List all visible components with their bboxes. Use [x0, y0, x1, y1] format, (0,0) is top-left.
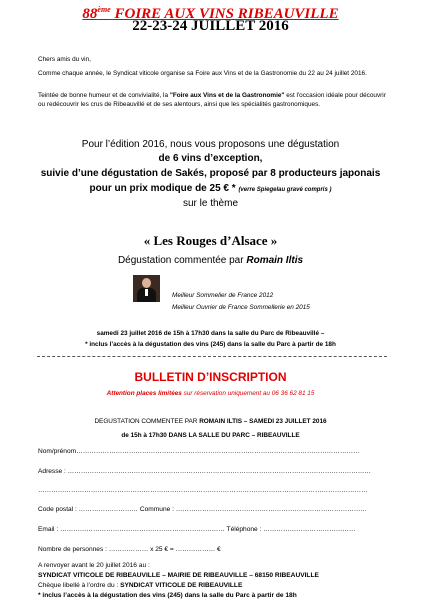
address-line-2-field[interactable]: …………………………………………………………………………………………………………………………………… [38, 487, 368, 494]
wine-access-note: * inclus l’accès à la dégustation des vins (245) dans la salle du Parc à partir de 18h [85, 341, 336, 348]
schedule: samedi 23 juillet 2016 de 15h à 17h30 dans la salle du Parc de Ribeauvillé – [96, 330, 325, 337]
offer-line-3: suivie d’une dégustation de Sakés, proposé par 8 producteurs japonais [40, 168, 381, 179]
commented-by: Dégustation commentée par Romain Iltis [117, 255, 304, 266]
salutation: Chers amis du vin, [38, 56, 91, 63]
reservation-info: Attention places limitées sur réservation uniquement au 06 36 62 81 15 [106, 390, 315, 397]
description-paragraph: Teintée de bonne humeur et de convivialité, la "Foire aux Vins et de la Gastronomie" est l'occasion idéale pour découvrir ou redécouvrir les crus de Ribeauvillé et de ses alentours, ainsi que les spécialités gastronomiques. [38, 92, 386, 108]
persons-field[interactable]: Nombre de personnes : ……………… x 25 € = ……………… € [38, 546, 221, 553]
return-by: A renvoyer avant le 20 juillet 2016 au : [38, 562, 150, 569]
offer-price: pour un prix modique de 25 € * (verre Spiegelau gravé compris ) [89, 183, 332, 194]
sommelier-portrait [133, 275, 160, 302]
divider [37, 356, 387, 357]
email-phone-field[interactable]: Email : ………………………………………………………………… Téléphone : …………………………………… [38, 526, 356, 533]
cheque-info: Chèque libellé à l’ordre du : SYNDICAT VITICOLE DE RIBEAUVILLE [38, 582, 243, 589]
name-field[interactable]: Nom/prénom………………………………………………………………………………………………………………… [38, 448, 360, 455]
intro-paragraph: Comme chaque année, le Syndicat viticole organise sa Foire aux Vins et de la Gastronomie du 22 au 24 juillet 2016. [38, 70, 367, 77]
event-line-2: de 15h à 17h30 DANS LA SALLE DU PARC – RIBEAUVILLE [121, 432, 300, 439]
syndicat-address: SYNDICAT VITICOLE DE RIBEAUVILLE – MAIRIE DE RIBEAUVILLE – 68150 RIBEAUVILLE [38, 572, 319, 579]
event-dates: 22-23-24 JUILLET 2016 [132, 18, 289, 34]
offer-line-2: de 6 vins d’exception, [158, 153, 263, 164]
event-title: 88ème FOIRE AUX VINS RIBEAUVILLE [82, 5, 339, 22]
offer-theme-label: sur le thème [182, 198, 239, 209]
footnote: * inclus l’accès à la dégustation des vins (245) dans la salle du Parc à partir de 18h [38, 592, 297, 599]
award-1: Meilleur Sommelier de France 2012 [172, 292, 274, 299]
address-field[interactable]: Adresse : ………………………………………………………………………………………………………………………… [38, 468, 371, 475]
theme-title: « Les Rouges d’Alsace » [143, 233, 278, 248]
award-2: Meilleur Ouvrier de France Sommellerie en 2015 [172, 304, 310, 311]
postal-commune-field[interactable]: Code postal : ……………………… Commune : …………………………………………………………………………… [38, 506, 367, 513]
offer-line-1: Pour l’édition 2016, nous vous proposons une dégustation [81, 139, 340, 150]
form-title: BULLETIN D’INSCRIPTION [134, 370, 287, 384]
event-line-1: DEGUSTATION COMMENTEE PAR ROMAIN ILTIS – SAMEDI 23 JUILLET 2016 [94, 418, 327, 425]
